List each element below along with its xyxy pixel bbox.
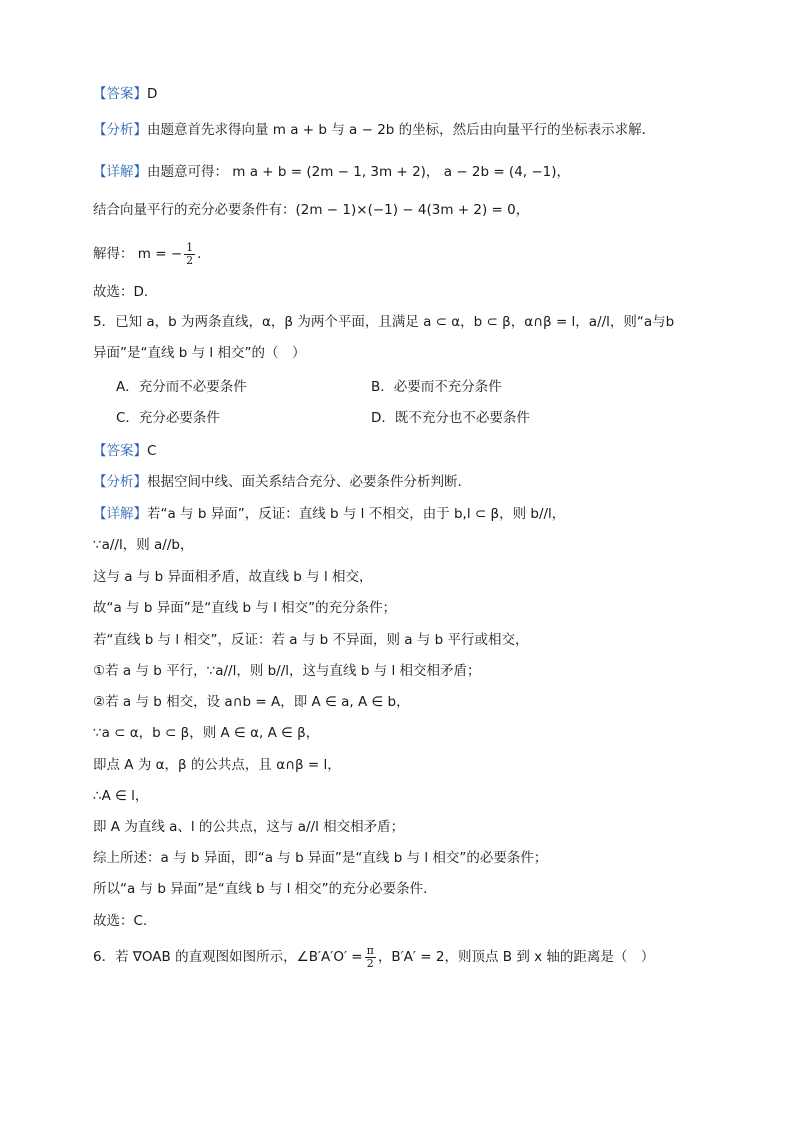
answer-value: C <box>147 443 157 459</box>
detail-tag: 【详解】 <box>93 164 147 180</box>
analysis-tag: 【分析】 <box>93 122 147 138</box>
q4-answer <box>93 84 157 104</box>
answer-tag: 【答案】 <box>93 443 147 459</box>
option-b: B．必要而不充分条件 <box>371 379 502 395</box>
detail-line: 所以“a 与 b 异面”是“直线 b 与 l 相交”的充分必要条件. <box>93 881 428 897</box>
q5-detail <box>93 504 565 524</box>
q4-solve <box>93 240 201 268</box>
option-c: C．充分必要条件 <box>116 410 220 426</box>
q4-condition: 结合向量平行的充分必要条件有：(2m − 1)×(−1) − 4(3m + 2) = 0， <box>93 202 530 218</box>
q5-analysis <box>93 472 462 492</box>
detail-tag: 【详解】 <box>93 506 147 522</box>
analysis-text: 由题意首先求得向量 m a + b 与 a − 2b 的坐标，然后由向量平行的坐标表示求解． <box>147 122 656 138</box>
answer-value: D <box>147 86 158 102</box>
fraction-numerator: π <box>366 943 374 957</box>
q6-prefix: 6．若 ∇OAB 的直观图如图所示，∠B′A′O′ = <box>93 949 363 965</box>
option-d: D．既不充分也不必要条件 <box>371 410 530 426</box>
q5-stem-line2: 异面”是“直线 b 与 l 相交”的（ ） <box>93 345 306 361</box>
q4-analysis <box>93 120 655 140</box>
q6-stem <box>93 942 654 972</box>
fraction-denominator: 2 <box>366 956 374 970</box>
fraction-denominator: 2 <box>186 253 194 267</box>
detail-line: ②若 a 与 b 相交，设 a∩b = A，即 A ∈ a, A ∈ b， <box>93 694 410 710</box>
detail-line: 若“a 与 b 异面”，反证：直线 b 与 l 不相交，由于 b,l ⊂ β，则 b//l， <box>147 506 566 522</box>
q4-detail <box>93 162 570 182</box>
q5-answer <box>93 441 156 461</box>
q6-suffix: ，B′A′ = 2，则顶点 B 到 x 轴的距离是（ ） <box>377 949 655 965</box>
detail-line: 这与 a 与 b 异面相矛盾，故直线 b 与 l 相交， <box>93 569 373 585</box>
analysis-tag: 【分析】 <box>93 474 147 490</box>
detail-line: 故选：C. <box>93 913 148 929</box>
option-a: A．充分而不必要条件 <box>116 379 247 395</box>
detail-line: 故“a 与 b 异面”是“直线 b 与 l 相交”的充分条件； <box>93 600 397 616</box>
analysis-text: 根据空间中线、面关系结合充分、必要条件分析判断. <box>147 474 462 490</box>
solve-fraction <box>184 242 195 267</box>
fraction-numerator: 1 <box>186 240 194 254</box>
answer-tag: 【答案】 <box>93 86 147 102</box>
detail-line: ∵a//l，则 a//b， <box>93 537 194 553</box>
q5-stem-line1: 5．已知 a，b 为两条直线，α，β 为两个平面，且满足 a ⊂ α，b ⊂ β，α∩β = l，a//l，则“a与b <box>93 314 675 330</box>
detail-line: 若“直线 b 与 l 相交”，反证：若 a 与 b 不异面，则 a 与 b 平行或相交， <box>93 632 529 648</box>
detail-line: 即点 A 为 α，β 的公共点，且 α∩β = l， <box>93 757 341 773</box>
solve-suffix: . <box>197 246 202 262</box>
q4-choose: 故选：D. <box>93 284 149 300</box>
detail-line: ∵a ⊂ α，b ⊂ β，则 A ∈ α, A ∈ β， <box>93 725 320 741</box>
solve-prefix: 解得： m = − <box>93 246 183 262</box>
detail-line: 综上所述：a 与 b 异面，即“a 与 b 异面”是“直线 b 与 l 相交”的必要条件； <box>93 850 548 866</box>
detail-line: 即 A 为直线 a、l 的公共点，这与 a//l 相交相矛盾； <box>93 819 405 835</box>
detail-line: ①若 a 与 b 平行，∵a//l，则 b//l，这与直线 b 与 l 相交相矛盾； <box>93 663 481 679</box>
detail-text: 由题意可得： m a + b = (2m − 1, 3m + 2)， a − 2b = (4, −1)， <box>147 164 571 180</box>
detail-line: ∴A ∈ l， <box>93 788 149 804</box>
angle-fraction <box>365 945 376 970</box>
